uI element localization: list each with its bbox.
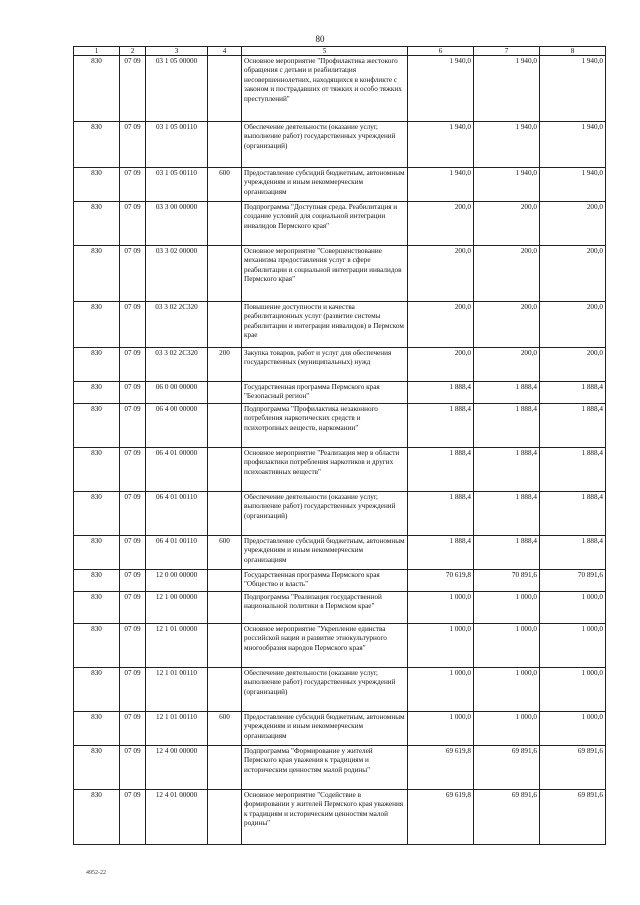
table-row bbox=[74, 712, 606, 746]
amount-year-1: 1 000,0 bbox=[408, 712, 474, 746]
department-code: 830 bbox=[74, 712, 120, 746]
amount-year-3: 1 000,0 bbox=[540, 592, 606, 624]
item-description: Основное мероприятие "Укрепление единства российской нации и развитие этнокультурного многообразия народов Пермского края" bbox=[242, 624, 408, 668]
table-row bbox=[74, 790, 606, 845]
amount-year-2: 200,0 bbox=[474, 202, 540, 246]
budget-table bbox=[73, 46, 606, 845]
amount-year-2: 1 888,4 bbox=[474, 492, 540, 536]
column-header: 4 bbox=[208, 47, 242, 56]
department-code: 830 bbox=[74, 448, 120, 492]
amount-year-3: 1 888,4 bbox=[540, 448, 606, 492]
expense-type-code bbox=[208, 448, 242, 492]
footer-code: 4952-22 bbox=[86, 870, 106, 876]
table-header-row bbox=[74, 47, 606, 56]
department-code: 830 bbox=[74, 624, 120, 668]
table-row bbox=[74, 492, 606, 536]
amount-year-3: 69 891,6 bbox=[540, 790, 606, 845]
table-row bbox=[74, 624, 606, 668]
target-article-code: 03 1 05 00110 bbox=[146, 168, 208, 202]
amount-year-2: 200,0 bbox=[474, 302, 540, 348]
amount-year-2: 200,0 bbox=[474, 246, 540, 302]
department-code: 830 bbox=[74, 202, 120, 246]
item-description: Подпрограмма "Реализация государственной национальной политики в Пермском крае" bbox=[242, 592, 408, 624]
item-description: Государственная программа Пермского края "Общество и власть" bbox=[242, 570, 408, 592]
target-article-code: 06 0 00 00000 bbox=[146, 382, 208, 404]
amount-year-2: 1 888,4 bbox=[474, 448, 540, 492]
amount-year-1: 1 888,4 bbox=[408, 382, 474, 404]
table-row bbox=[74, 746, 606, 790]
amount-year-1: 1 940,0 bbox=[408, 168, 474, 202]
amount-year-1: 1 888,4 bbox=[408, 536, 474, 570]
item-description: Основное мероприятие "Профилактика жестокого обращения с детьми и реабилитация несовершеннолетних, находящихся в конфликте с законом и пострадавших от тяжких и особо тяжких преступлений" bbox=[242, 56, 408, 122]
column-header: 1 bbox=[74, 47, 120, 56]
amount-year-1: 69 619,8 bbox=[408, 790, 474, 845]
table-row bbox=[74, 570, 606, 592]
amount-year-1: 70 619,8 bbox=[408, 570, 474, 592]
target-article-code: 12 0 00 00000 bbox=[146, 570, 208, 592]
amount-year-2: 1 000,0 bbox=[474, 624, 540, 668]
amount-year-3: 1 940,0 bbox=[540, 56, 606, 122]
expense-type-code bbox=[208, 668, 242, 712]
item-description: Подпрограмма "Профилактика незаконного потребления наркотических средств и психотропных веществ, наркомании" bbox=[242, 404, 408, 448]
amount-year-3: 1 000,0 bbox=[540, 624, 606, 668]
department-code: 830 bbox=[74, 746, 120, 790]
item-description: Основное мероприятие "Совершенствование механизма предоставления услуг в сфере реабилитации и социальной интеграции инвалидов Пермского края" bbox=[242, 246, 408, 302]
target-article-code: 06 4 00 00000 bbox=[146, 404, 208, 448]
expense-type-code bbox=[208, 122, 242, 168]
item-description: Предоставление субсидий бюджетным, автономным учреждениям и иным некоммерческим организациям bbox=[242, 536, 408, 570]
amount-year-1: 1 888,4 bbox=[408, 492, 474, 536]
expense-type-code bbox=[208, 570, 242, 592]
target-article-code: 06 4 01 00110 bbox=[146, 536, 208, 570]
item-description: Подпрограмма "Формирование у жителей Пермского края уважения к традициям и историческим ценностям малой родины" bbox=[242, 746, 408, 790]
department-code: 830 bbox=[74, 536, 120, 570]
page-number: 80 bbox=[315, 34, 325, 44]
column-header: 2 bbox=[120, 47, 146, 56]
item-description: Основное мероприятие "Содействие в формировании у жителей Пермского края уважения к традициям и историческим ценностям малой родины" bbox=[242, 790, 408, 845]
column-header: 3 bbox=[146, 47, 208, 56]
amount-year-3: 69 891,6 bbox=[540, 746, 606, 790]
amount-year-1: 1 888,4 bbox=[408, 404, 474, 448]
department-code: 830 bbox=[74, 790, 120, 845]
section-code: 07 09 bbox=[120, 382, 146, 404]
amount-year-2: 70 891,6 bbox=[474, 570, 540, 592]
section-code: 07 09 bbox=[120, 624, 146, 668]
expense-type-code bbox=[208, 246, 242, 302]
table-row bbox=[74, 302, 606, 348]
amount-year-3: 200,0 bbox=[540, 246, 606, 302]
amount-year-1: 1 000,0 bbox=[408, 668, 474, 712]
expense-type-code bbox=[208, 492, 242, 536]
section-code: 07 09 bbox=[120, 168, 146, 202]
target-article-code: 06 4 01 00000 bbox=[146, 448, 208, 492]
department-code: 830 bbox=[74, 168, 120, 202]
amount-year-1: 1 000,0 bbox=[408, 624, 474, 668]
section-code: 07 09 bbox=[120, 56, 146, 122]
department-code: 830 bbox=[74, 302, 120, 348]
target-article-code: 12 1 01 00110 bbox=[146, 712, 208, 746]
item-description: Предоставление субсидий бюджетным, автономным учреждениям и иным некоммерческим организациям bbox=[242, 168, 408, 202]
column-header: 5 bbox=[242, 47, 408, 56]
table-row bbox=[74, 668, 606, 712]
target-article-code: 12 4 00 00000 bbox=[146, 746, 208, 790]
amount-year-2: 1 888,4 bbox=[474, 404, 540, 448]
amount-year-2: 1 888,4 bbox=[474, 536, 540, 570]
amount-year-3: 70 891,6 bbox=[540, 570, 606, 592]
expense-type-code bbox=[208, 790, 242, 845]
amount-year-3: 200,0 bbox=[540, 302, 606, 348]
target-article-code: 12 4 01 00000 bbox=[146, 790, 208, 845]
section-code: 07 09 bbox=[120, 122, 146, 168]
column-header: 6 bbox=[408, 47, 474, 56]
amount-year-2: 69 891,6 bbox=[474, 746, 540, 790]
amount-year-2: 69 891,6 bbox=[474, 790, 540, 845]
expense-type-code: 600 bbox=[208, 712, 242, 746]
section-code: 07 09 bbox=[120, 790, 146, 845]
amount-year-1: 200,0 bbox=[408, 302, 474, 348]
table-row bbox=[74, 202, 606, 246]
department-code: 830 bbox=[74, 382, 120, 404]
section-code: 07 09 bbox=[120, 492, 146, 536]
amount-year-3: 1 940,0 bbox=[540, 122, 606, 168]
section-code: 07 09 bbox=[120, 404, 146, 448]
amount-year-2: 1 888,4 bbox=[474, 382, 540, 404]
amount-year-2: 1 940,0 bbox=[474, 122, 540, 168]
expense-type-code bbox=[208, 746, 242, 790]
table-row bbox=[74, 382, 606, 404]
department-code: 830 bbox=[74, 668, 120, 712]
section-code: 07 09 bbox=[120, 592, 146, 624]
target-article-code: 03 1 05 00000 bbox=[146, 56, 208, 122]
section-code: 07 09 bbox=[120, 348, 146, 382]
amount-year-3: 200,0 bbox=[540, 202, 606, 246]
department-code: 830 bbox=[74, 570, 120, 592]
section-code: 07 09 bbox=[120, 448, 146, 492]
department-code: 830 bbox=[74, 246, 120, 302]
department-code: 830 bbox=[74, 592, 120, 624]
target-article-code: 12 1 00 00000 bbox=[146, 592, 208, 624]
target-article-code: 12 1 01 00110 bbox=[146, 668, 208, 712]
amount-year-1: 1 940,0 bbox=[408, 122, 474, 168]
section-code: 07 09 bbox=[120, 202, 146, 246]
expense-type-code bbox=[208, 382, 242, 404]
target-article-code: 12 1 01 00000 bbox=[146, 624, 208, 668]
target-article-code: 03 3 00 00000 bbox=[146, 202, 208, 246]
section-code: 07 09 bbox=[120, 246, 146, 302]
item-description: Подпрограмма "Доступная среда. Реабилитация и создание условий для социальной интеграции инвалидов Пермского края" bbox=[242, 202, 408, 246]
item-description: Повышение доступности и качества реабилитационных услуг (развитие системы реабилитации и интеграции инвалидов) в Пермском крае bbox=[242, 302, 408, 348]
target-article-code: 06 4 01 00110 bbox=[146, 492, 208, 536]
amount-year-1: 69 619,8 bbox=[408, 746, 474, 790]
amount-year-3: 1 888,4 bbox=[540, 382, 606, 404]
table-row bbox=[74, 348, 606, 382]
amount-year-1: 1 888,4 bbox=[408, 448, 474, 492]
amount-year-3: 1 888,4 bbox=[540, 536, 606, 570]
section-code: 07 09 bbox=[120, 302, 146, 348]
amount-year-3: 1 888,4 bbox=[540, 492, 606, 536]
table-row bbox=[74, 122, 606, 168]
amount-year-3: 1 940,0 bbox=[540, 168, 606, 202]
amount-year-3: 1 000,0 bbox=[540, 712, 606, 746]
amount-year-1: 1 000,0 bbox=[408, 592, 474, 624]
item-description: Основное мероприятие "Реализация мер в области профилактики потребления наркотиков и других психоактивных веществ" bbox=[242, 448, 408, 492]
expense-type-code bbox=[208, 624, 242, 668]
amount-year-2: 1 940,0 bbox=[474, 56, 540, 122]
expense-type-code: 200 bbox=[208, 348, 242, 382]
target-article-code: 03 3 02 2С320 bbox=[146, 302, 208, 348]
expense-type-code: 600 bbox=[208, 536, 242, 570]
department-code: 830 bbox=[74, 56, 120, 122]
item-description: Закупка товаров, работ и услуг для обеспечения государственных (муниципальных) нужд bbox=[242, 348, 408, 382]
table-row bbox=[74, 592, 606, 624]
section-code: 07 09 bbox=[120, 536, 146, 570]
table-row bbox=[74, 56, 606, 122]
target-article-code: 03 1 05 00110 bbox=[146, 122, 208, 168]
item-description: Обеспечение деятельности (оказание услуг, выполнение работ) государственных учреждений (организаций) bbox=[242, 122, 408, 168]
amount-year-2: 200,0 bbox=[474, 348, 540, 382]
department-code: 830 bbox=[74, 404, 120, 448]
column-header: 8 bbox=[540, 47, 606, 56]
table-row bbox=[74, 168, 606, 202]
section-code: 07 09 bbox=[120, 570, 146, 592]
expense-type-code bbox=[208, 302, 242, 348]
expense-type-code bbox=[208, 404, 242, 448]
item-description: Обеспечение деятельности (оказание услуг, выполнение работ) государственных учреждений (организаций) bbox=[242, 492, 408, 536]
amount-year-1: 200,0 bbox=[408, 348, 474, 382]
table-row bbox=[74, 536, 606, 570]
amount-year-1: 200,0 bbox=[408, 202, 474, 246]
amount-year-2: 1 940,0 bbox=[474, 168, 540, 202]
amount-year-1: 200,0 bbox=[408, 246, 474, 302]
section-code: 07 09 bbox=[120, 668, 146, 712]
target-article-code: 03 3 02 00000 bbox=[146, 246, 208, 302]
amount-year-2: 1 000,0 bbox=[474, 712, 540, 746]
department-code: 830 bbox=[74, 348, 120, 382]
item-description: Обеспечение деятельности (оказание услуг, выполнение работ) государственных учреждений (организаций) bbox=[242, 668, 408, 712]
item-description: Предоставление субсидий бюджетным, автономным учреждениям и иным некоммерческим организациям bbox=[242, 712, 408, 746]
expense-type-code bbox=[208, 202, 242, 246]
target-article-code: 03 3 02 2С320 bbox=[146, 348, 208, 382]
amount-year-1: 1 940,0 bbox=[408, 56, 474, 122]
column-header: 7 bbox=[474, 47, 540, 56]
table-row bbox=[74, 246, 606, 302]
table-row bbox=[74, 404, 606, 448]
table-row bbox=[74, 448, 606, 492]
amount-year-3: 1 000,0 bbox=[540, 668, 606, 712]
expense-type-code bbox=[208, 56, 242, 122]
department-code: 830 bbox=[74, 122, 120, 168]
section-code: 07 09 bbox=[120, 746, 146, 790]
expense-type-code bbox=[208, 592, 242, 624]
amount-year-2: 1 000,0 bbox=[474, 668, 540, 712]
amount-year-2: 1 000,0 bbox=[474, 592, 540, 624]
item-description: Государственная программа Пермского края "Безопасный регион" bbox=[242, 382, 408, 404]
amount-year-3: 1 888,4 bbox=[540, 404, 606, 448]
department-code: 830 bbox=[74, 492, 120, 536]
expense-type-code: 600 bbox=[208, 168, 242, 202]
amount-year-3: 200,0 bbox=[540, 348, 606, 382]
section-code: 07 09 bbox=[120, 712, 146, 746]
